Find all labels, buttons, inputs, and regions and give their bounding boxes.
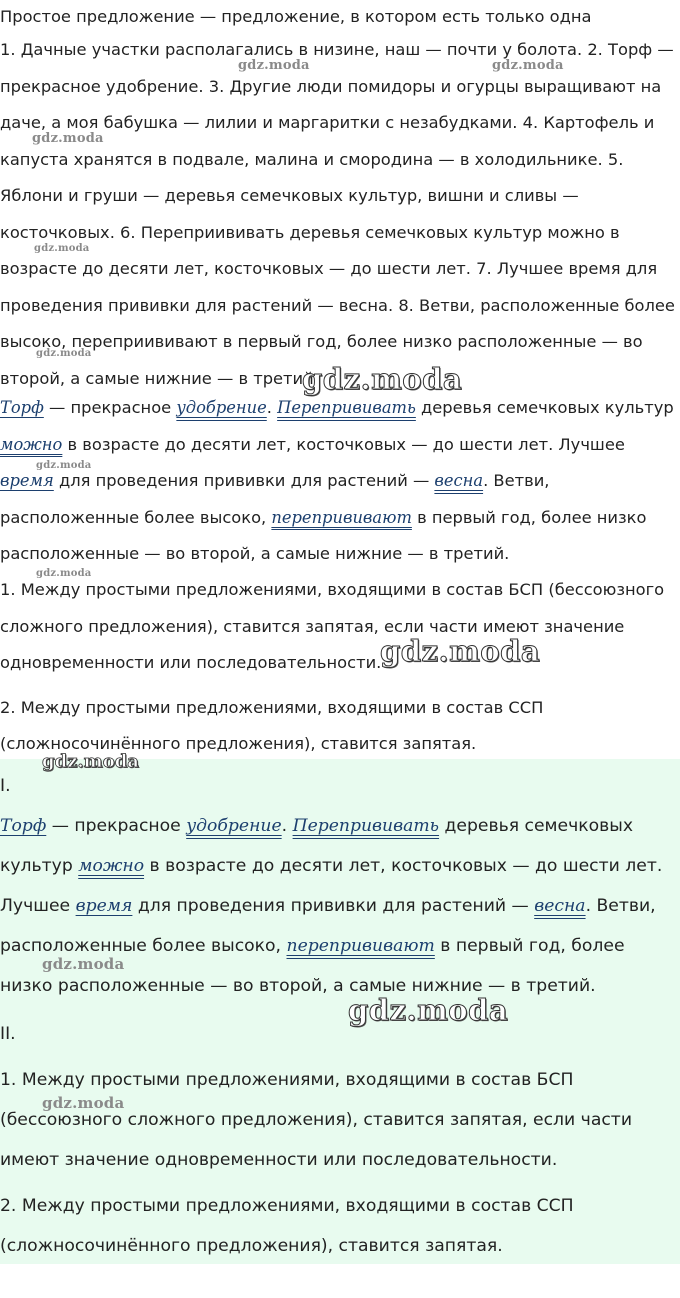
theory-line: Простое предложение — предложение, в котором есть только одна: [0, 7, 592, 26]
analysis-text: для проведения прививки для растений —: [132, 896, 535, 916]
watermark: gdz.moda: [42, 955, 125, 973]
watermark: gdz.moda: [34, 243, 90, 254]
section-number: II.: [0, 1024, 16, 1044]
rules-block: [0, 572, 676, 763]
watermark: gdz.moda: [380, 634, 541, 668]
predicate-word: Перепрививать: [292, 816, 440, 836]
analysis-text: . Ветви, расположенные более высоко,: [0, 896, 656, 956]
predicate-word: можно: [0, 434, 63, 454]
analysis-text: .: [281, 816, 293, 836]
analysis-text: в возрасте до десяти лет, косточковых — до шести лет. Лучшее: [62, 434, 625, 454]
analysis-text: .: [266, 398, 278, 417]
answer-analysis: [0, 806, 672, 1006]
analysis-text: в первый год, более низко расположенные — во второй, а самые нижние — в третий.: [0, 936, 625, 996]
predicate-word: весна: [434, 471, 484, 490]
watermark: gdz.moda: [302, 362, 463, 396]
predicate-word: Перепрививать: [277, 398, 416, 417]
watermark: gdz.moda: [238, 58, 310, 73]
analysis-text: — прекрасное: [46, 816, 187, 836]
subject-word: время: [0, 471, 54, 490]
answer-roman-1: [0, 766, 11, 806]
answer-roman-2: [0, 1014, 16, 1054]
watermark: gdz.moda: [36, 348, 92, 359]
predicate-word: перепрививают: [271, 507, 412, 527]
predicate-word: весна: [534, 896, 586, 916]
subject-word: Торф: [0, 398, 44, 417]
predicate-word: удобрение: [176, 398, 267, 417]
analysis-text: деревья семечковых культур: [0, 816, 634, 876]
watermark: gdz.moda: [36, 460, 92, 471]
watermark: gdz.moda: [492, 58, 564, 73]
analysis-text: . Ветви, расположенные более высоко,: [0, 471, 550, 527]
analysis-paragraph: [0, 390, 676, 573]
watermark: gdz.moda: [42, 751, 139, 772]
analysis-text: для проведения прививки для растений —: [53, 471, 435, 490]
watermark: gdz.moda: [42, 1094, 125, 1112]
analysis-text: в первый год, более низко расположенные — во второй, а самые нижние — в третий.: [0, 507, 647, 563]
watermark: gdz.moda: [36, 568, 92, 579]
predicate-word: удобрение: [186, 816, 282, 836]
analysis-text: в возрасте до десяти лет, косточковых — до шести лет. Лучшее: [0, 856, 663, 916]
theory-block: [0, 2, 676, 397]
rule-2: 2. Между простыми предложениями, входящими в состав ССП (сложносочинённого предложения), ставится запятая.: [0, 697, 544, 753]
analysis-text: — прекрасное: [43, 398, 177, 417]
section-number: I.: [0, 776, 11, 796]
watermark: gdz.moda: [32, 131, 104, 146]
predicate-word: перепрививают: [286, 936, 435, 956]
answer-rules: [0, 1060, 672, 1266]
watermark: gdz.moda: [348, 993, 509, 1027]
rule-2: 2. Между простыми предложениями, входящими в состав ССП (сложносочинённого предложения), ставится запятая.: [0, 1196, 574, 1256]
exercise-text: 1. Дачные участки располагались в низине, наш — почти у болота. 2. Торф — прекрасное удобрение. 3. Другие люди помидоры и огурцы выращивают на даче, а моя бабушка — лилии и маргаритки с незабудками. 4. Картофель и капуста хранятся в подвале, малина и смородина — в холодильнике. 5. Яблони и груши — деревья семечковых культур, вишни и сливы — косточковых. 6. Переприививать деревья семечковых культур можно в возрасте до десяти лет, косточковых — до шести лет. 7. Лучшее время для проведения прививки для растений — весна. 8. Ветви, расположенные более высоко, переприививают в первый год, более низко расположенные — во второй, а самые нижние — в третий.: [0, 40, 675, 388]
analysis-text: деревья семечковых культур: [415, 398, 674, 417]
rule-1: 1. Между простыми предложениями, входящими в состав БСП (бессоюзного сложного предложения), ставится запятая, если части имеют значение одновременности или последовательности.: [0, 1070, 632, 1170]
predicate-word: можно: [78, 856, 145, 876]
subject-word: время: [75, 896, 133, 916]
analysis-block: [0, 390, 676, 573]
rule-1: 1. Между простыми предложениями, входящими в состав БСП (бессоюзного сложного предложения), ставится запятая, если части имеют значение одновременности или последовательности.: [0, 580, 665, 672]
subject-word: Торф: [0, 816, 47, 836]
analysis-paragraph: [0, 806, 672, 1006]
